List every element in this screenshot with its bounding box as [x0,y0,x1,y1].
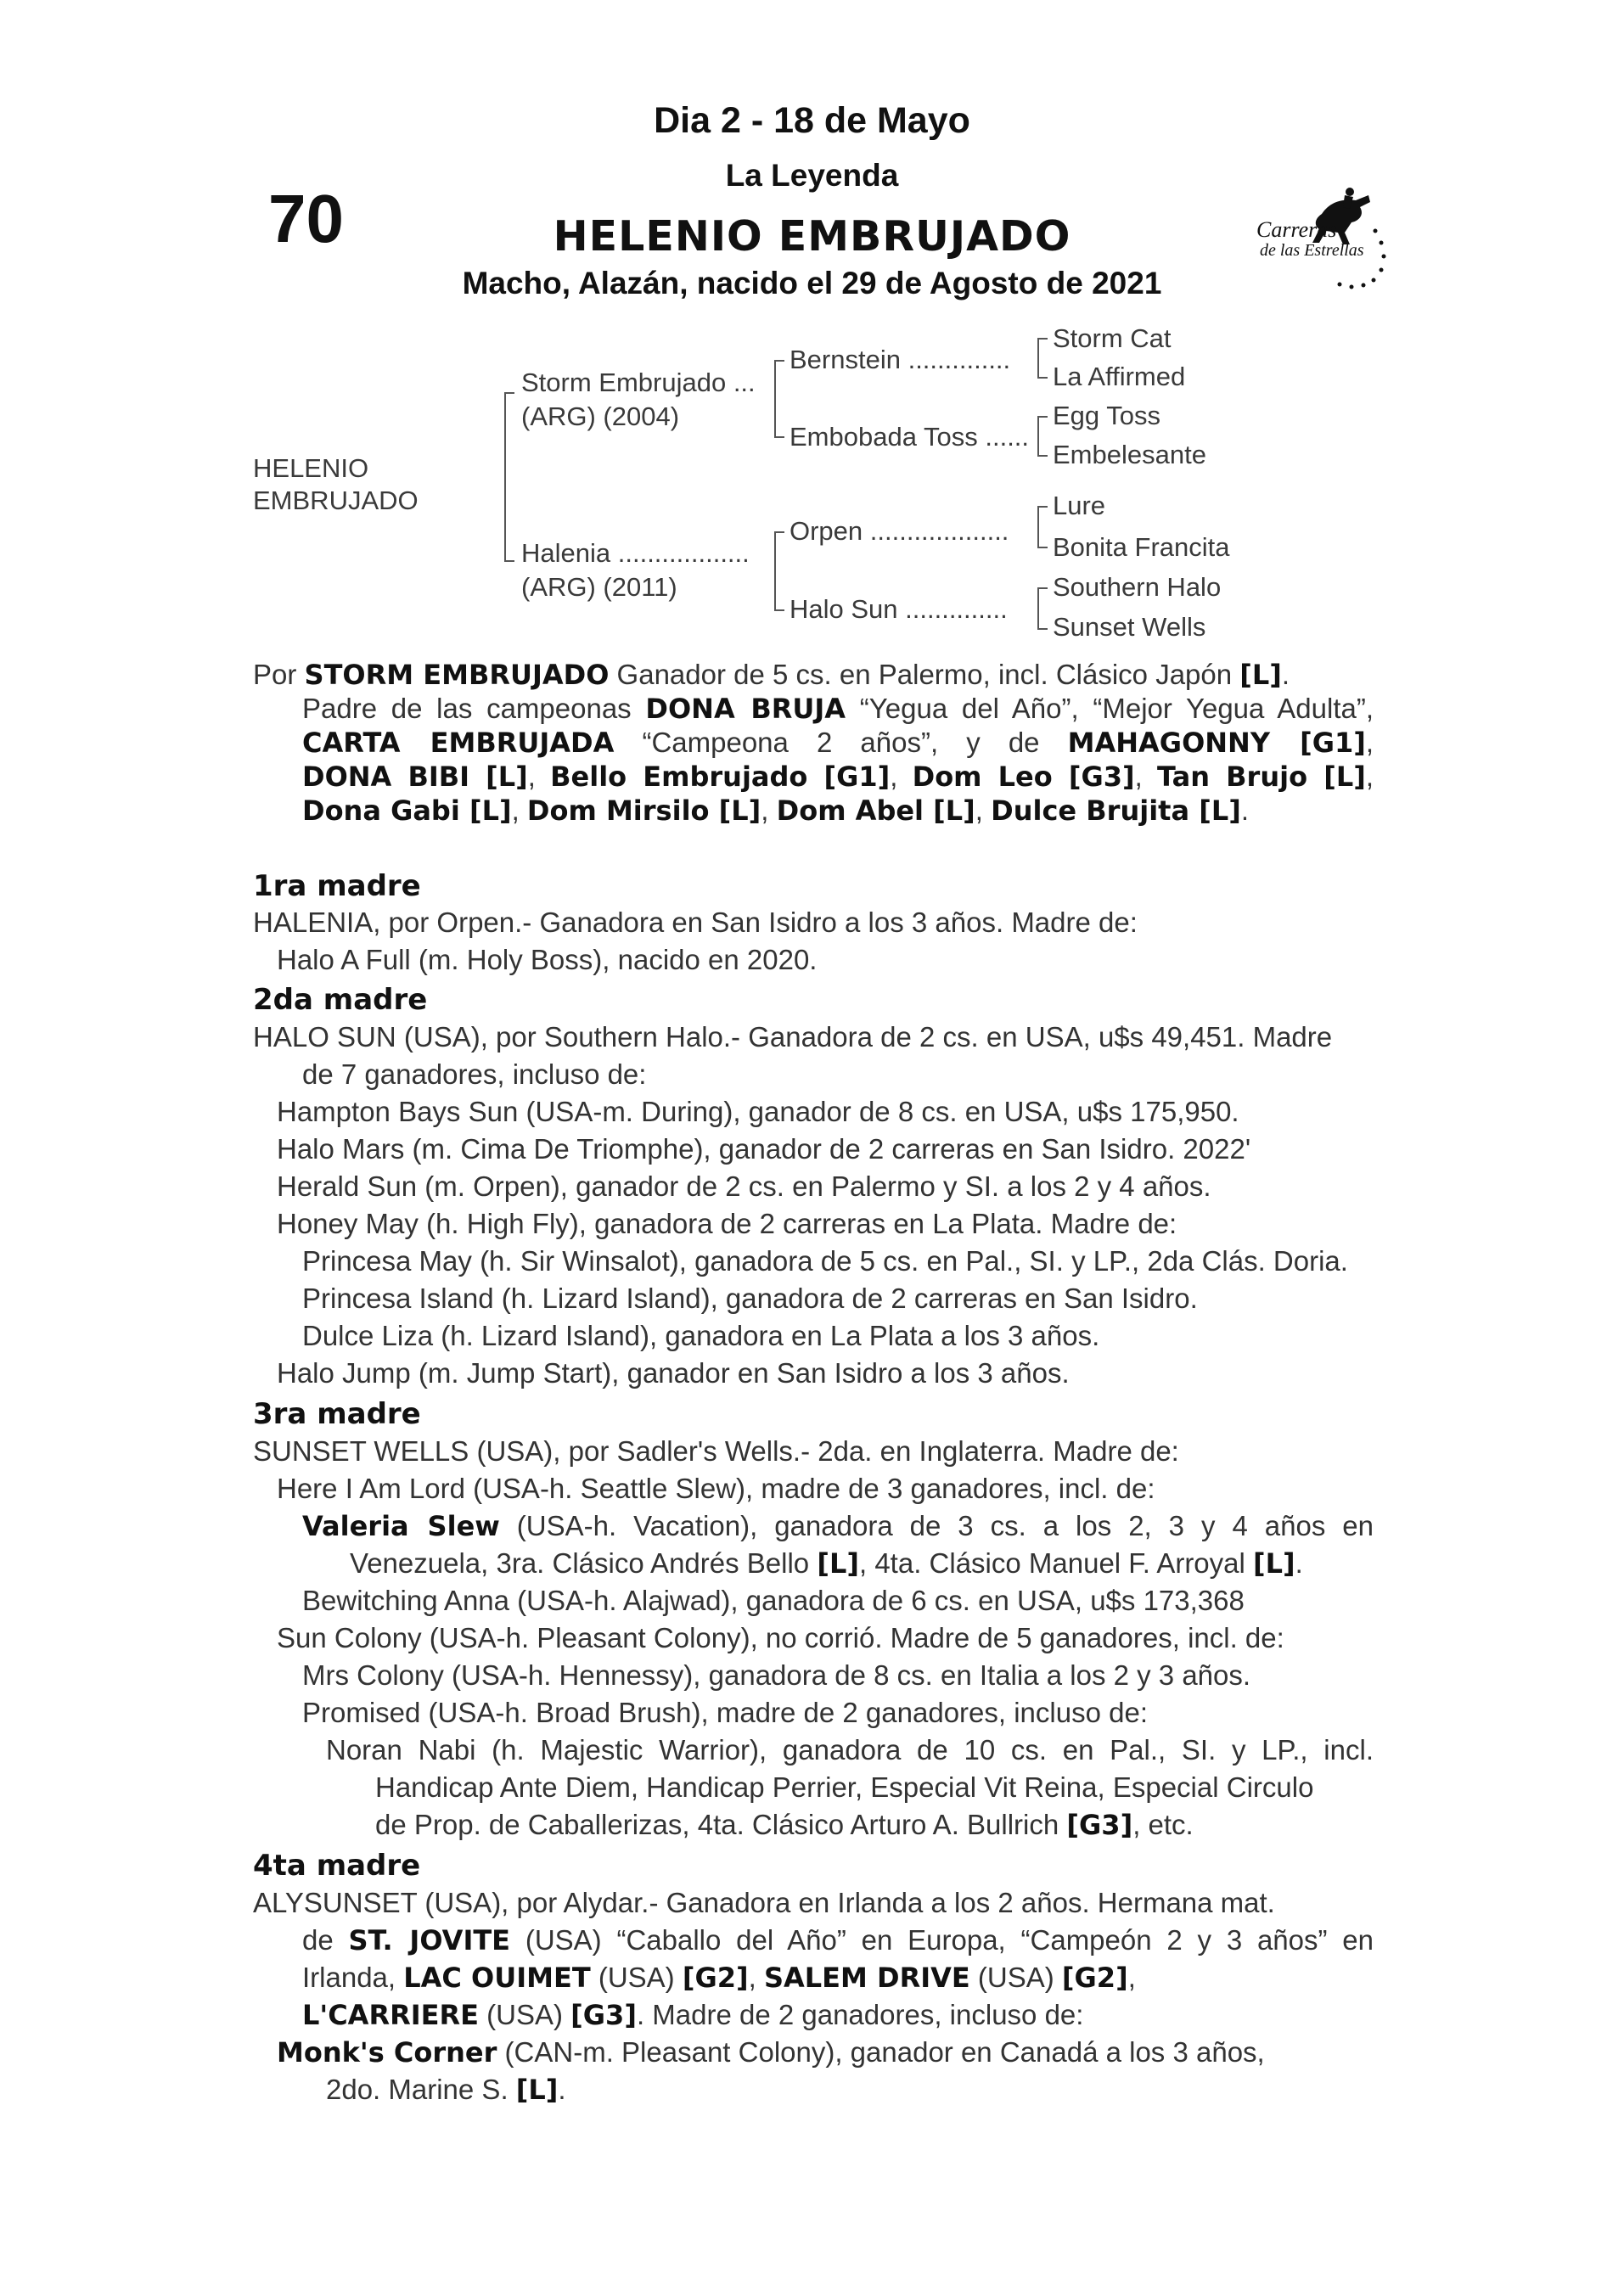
offspring-name: Dona Gabi [L] [302,794,512,827]
third-dam-line: Bewitching Anna (USA-h. Alajwad), ganadora de 6 cs. en USA, u$s 173,368 [302,1585,1245,1616]
text: “Campeona 2 años”, y de [614,727,1068,758]
text: , 4ta. Clásico Manuel F. Arroyal [858,1547,1254,1579]
second-dam-line: HALO SUN (USA), por Southern Halo.- Ganadora de 2 cs. en USA, u$s 49,451. Madre [253,1021,1333,1053]
relative-name: ST. JOVITE [348,1924,511,1956]
pedigree-sire-dam: Embobada Toss ...... [790,422,1030,452]
second-dam-line: Herald Sun (m. Orpen), ganador de 2 cs. en Palermo y SI. a los 2 y 4 años. [277,1170,1211,1202]
fourth-dam-line [277,2036,1265,2069]
text: , [1127,1962,1136,1993]
pedigree-subject-line-1: HELENIO [253,453,369,483]
pedigree-dsd: Bonita Francita [1053,532,1230,562]
text: , [1365,761,1374,792]
pedigree-bracket [504,392,514,562]
sire-line [302,761,1374,793]
third-dam-line: Here I Am Lord (USA-h. Seattle Slew), madre de 3 ganadores, incl. de: [277,1473,1155,1504]
text: . Madre de 2 ganadores, incluso de: [636,1999,1084,2030]
sire-line [253,659,1290,691]
text: , [511,794,527,826]
fourth-dam-line [302,1962,1136,1994]
text: , etc. [1132,1809,1194,1840]
second-dam-line: Dulce Liza (h. Lizard Island), ganadora en La Plata a los 3 años. [302,1320,1100,1351]
grade-badge: [G2] [1061,1962,1128,1994]
third-dam-line: SUNSET WELLS (USA), por Sadler's Wells.- 2da. en Inglaterra. Madre de: [253,1435,1179,1467]
pedigree-bracket [1037,416,1048,457]
first-dam-title: 1ra madre [253,869,421,903]
text: , [761,794,777,826]
relative-name: L'CARRIERE [302,1999,479,2031]
pedigree-dss: Lure [1053,491,1106,520]
text: (USA) [478,1999,571,2030]
sire-name: STORM EMBRUJADO [304,659,610,691]
text: Irlanda, [302,1962,404,1993]
third-dam-line: Sun Colony (USA-h. Pleasant Colony), no corrió. Madre de 5 ganadores, incl. de: [277,1622,1284,1653]
text: , [890,761,913,792]
text: 2do. Marine S. [326,2074,516,2105]
first-dam-line: Halo A Full (m. Holy Boss), nacido en 2020. [277,944,818,975]
pedigree-ssd: La Affirmed [1053,362,1186,391]
pedigree-dam: Halenia .................. [521,538,750,568]
offspring-name: Dom Leo [G3] [912,761,1135,793]
text: Por [253,659,305,690]
second-dam-line: Halo Mars (m. Cima De Triomphe), ganador de 2 carreras en San Isidro. 2022' [277,1133,1251,1165]
pedigree-sire-origin: (ARG) (2004) [521,401,680,431]
text: “Yegua del Año”, “Mejor Yegua Adulta”, [846,693,1374,724]
second-dam-line: de 7 ganadores, incluso de: [302,1058,647,1090]
second-dam-title: 2da madre [253,983,428,1017]
page-heading-day: Dia 2 - 18 de Mayo [654,100,970,141]
text: . [1295,1547,1303,1579]
pedigree-sire: Storm Embrujado ... [521,368,756,397]
text: (USA) “Caballo del Año” en Europa, “Campeón 2 y 3 años” en [510,1924,1374,1956]
text: (CAN-m. Pleasant Colony), ganador en Canadá a los 3 años, [497,2036,1265,2068]
text: (USA) [590,1962,683,1993]
offspring-name: DONA BIBI [L] [302,761,528,793]
text: , [1365,727,1374,758]
offspring-name: Valeria Slew [302,1510,500,1542]
text: Ganador de 5 cs. en Palermo, incl. Clásico Japón [609,659,1240,690]
fourth-dam-line [302,1999,1083,2031]
pedigree-bracket [774,360,784,438]
grade-badge: [L] [1239,659,1282,691]
text: . [1240,794,1249,826]
relative-name: LAC OUIMET [403,1962,591,1994]
fourth-dam-line: ALYSUNSET (USA), por Alydar.- Ganadora en Irlanda a los 2 años. Hermana mat. [253,1887,1275,1918]
offspring-name: Dulce Brujita [L] [991,794,1241,827]
text: (USA) [969,1962,1062,1993]
pedigree-bracket [1037,338,1048,379]
second-dam-line: Hampton Bays Sun (USA-m. During), ganador de 8 cs. en USA, u$s 175,950. [277,1096,1239,1127]
offspring-name: Dom Mirsilo [L] [526,794,761,827]
pedigree-dam-origin: (ARG) (2011) [521,572,677,602]
race-name: La Leyenda [725,158,899,193]
pedigree-bracket [774,531,784,611]
pedigree-sire-sire: Bernstein .............. [790,345,1011,374]
text: , [527,761,551,792]
text: . [558,2074,566,2105]
third-dam-line [326,1734,1374,1766]
text: , [975,794,992,826]
fourth-dam-line [326,2074,566,2106]
second-dam-line: Honey May (h. High Fly), ganadora de 2 carreras en La Plata. Madre de: [277,1208,1177,1239]
horse-name: HELENIO EMBRUJADO [553,212,1071,261]
pedigree-subject-line-2: EMBRUJADO [253,486,419,515]
text: de [302,1924,349,1956]
sire-line [302,693,1374,725]
text: , [748,1962,764,1993]
pedigree-ddd: Sunset Wells [1053,612,1206,642]
text: Padre de las campeonas [302,693,646,724]
second-dam-line: Princesa May (h. Sir Winsalot), ganadora de 5 cs. en Pal., SI. y LP., 2da Clás. Doria. [302,1245,1348,1277]
second-dam-line: Princesa Island (h. Lizard Island), ganadora de 2 carreras en San Isidro. [302,1283,1198,1314]
third-dam-line [350,1547,1303,1580]
pedigree-sss: Storm Cat [1053,323,1172,353]
grade-badge: [L] [1253,1547,1295,1580]
pedigree-dds: Southern Halo [1053,572,1222,602]
logo-text-estrellas: de las Estrellas [1260,241,1364,260]
grade-badge: [G3] [1066,1809,1133,1841]
text: (USA-h. Vacation), ganadora de 3 cs. a los 2, 3 y 4 años en [499,1510,1374,1541]
third-dam-line [302,1510,1374,1542]
lot-number: 70 [268,181,344,256]
pedigree-bracket [1037,506,1048,548]
first-dam-line: HALENIA, por Orpen.- Ganadora en San Isidro a los 3 años. Madre de: [253,907,1138,938]
text: Noran Nabi (h. Majestic Warrior), ganadora de 10 cs. en Pal., SI. y LP., incl. [326,1734,1374,1766]
grade-badge: [L] [817,1547,859,1580]
offspring-name: Monk's Corner [277,2036,497,2069]
pedigree-sds: Egg Toss [1053,401,1160,430]
pedigree-dam-dam: Halo Sun .............. [790,594,1008,624]
pedigree-dam-sire: Orpen ................... [790,516,1009,546]
text: de Prop. de Caballerizas, 4ta. Clásico Arturo A. Bullrich [375,1809,1067,1840]
horse-details: Macho, Alazán, nacido el 29 de Agosto de 2021 [462,266,1162,300]
offspring-name: MAHAGONNY [G1] [1067,727,1366,759]
offspring-name: Bello Embrujado [G1] [550,761,891,793]
pedigree-sdd: Embelesante [1053,440,1206,469]
sire-line [302,727,1374,759]
third-dam-line: Promised (USA-h. Broad Brush), madre de 2 ganadores, incluso de: [302,1697,1148,1728]
sire-line [302,794,1249,827]
grade-badge: [L] [515,2074,559,2106]
text: . [1281,659,1290,690]
text: Venezuela, 3ra. Clásico Andrés Bello [350,1547,818,1579]
grade-badge: [G2] [682,1962,749,1994]
pedigree-bracket [1037,587,1048,630]
grade-badge: [G3] [570,1999,637,2031]
relative-name: SALEM DRIVE [763,1962,970,1994]
text: , [1134,761,1157,792]
fourth-dam-line [302,1924,1374,1956]
third-dam-line: Handicap Ante Diem, Handicap Perrier, Especial Vit Reina, Especial Circulo [375,1771,1314,1803]
third-dam-line: Mrs Colony (USA-h. Hennessy), ganadora de 8 cs. en Italia a los 2 y 3 años. [302,1659,1251,1691]
logo-text-carreras: Carreras [1256,217,1337,242]
second-dam-line: Halo Jump (m. Jump Start), ganador en San Isidro a los 3 años. [277,1357,1070,1389]
offspring-name: Dom Abel [L] [776,794,975,827]
third-dam-title: 3ra madre [253,1397,421,1431]
carreras-logo [1241,180,1394,307]
offspring-name: Tan Brujo [L] [1156,761,1366,793]
champion-name: DONA BRUJA [645,693,846,725]
third-dam-line [375,1809,1194,1841]
champion-name: CARTA EMBRUJADA [302,727,615,759]
fourth-dam-title: 4ta madre [253,1849,421,1883]
